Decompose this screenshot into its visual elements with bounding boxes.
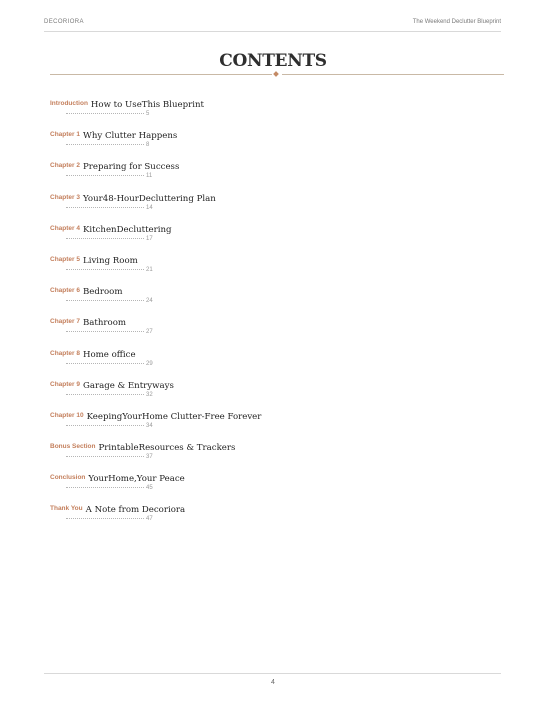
toc-entry[interactable] (50, 188, 510, 219)
toc-entry-title: Home office (82, 349, 136, 360)
toc-entry-tag: Chapter 4 (50, 224, 80, 232)
toc-entry-title: KeepingYourHome Clutter-Free Forever (86, 411, 262, 422)
toc-entry-title: A Note from Decoriora (85, 505, 186, 516)
toc-entry-page: 24 (146, 298, 153, 305)
toc-entry[interactable] (50, 499, 510, 530)
leader-dots (66, 456, 144, 457)
leader-dots (66, 175, 144, 176)
toc-entry-title: Bedroom (82, 287, 123, 298)
toc-entry-tag: Thank You (50, 505, 83, 513)
leader-dots (66, 113, 144, 114)
footer-divider (44, 673, 501, 674)
leader-dots (66, 363, 144, 364)
toc-entry[interactable] (50, 281, 510, 312)
diamond-ornament-icon (273, 71, 279, 77)
leader-dots (66, 394, 144, 395)
toc-entry-tag: Chapter 9 (50, 380, 80, 388)
toc-entry-page: 14 (146, 204, 153, 211)
toc-entry-title: How to UseThis Blueprint (90, 100, 204, 110)
leader-dots (66, 518, 144, 519)
toc-entry-title: KitchenDecluttering (82, 224, 172, 235)
ornament-line-right (282, 74, 504, 75)
toc-entry[interactable] (50, 375, 510, 406)
toc-entry-tag: Chapter 7 (50, 318, 80, 326)
toc-entry[interactable] (50, 437, 510, 468)
header-divider (44, 31, 501, 32)
toc-entry[interactable] (50, 312, 510, 343)
toc-entry-title: Garage & Entryways (82, 380, 174, 391)
toc-entry-tag: Chapter 3 (50, 193, 80, 201)
ornament-line-left (50, 74, 272, 75)
toc-entry-title: Bathroom (82, 318, 127, 329)
brand-name: DECORIORA (44, 19, 84, 25)
toc-entry-title: Living Room (82, 255, 138, 266)
leader-dots (66, 207, 144, 208)
toc-entry[interactable] (50, 156, 510, 187)
toc-entry[interactable] (50, 94, 510, 125)
document-title: The Weekend Declutter Blueprint (412, 19, 501, 25)
toc-entry[interactable] (50, 468, 510, 499)
contents-heading: CONTENTS (219, 51, 327, 71)
page-header (44, 19, 501, 31)
toc-entry-page: 32 (146, 391, 153, 398)
toc-entry-page: 11 (146, 173, 153, 180)
toc-entry[interactable] (50, 344, 510, 375)
toc-entry[interactable] (50, 125, 510, 156)
toc-entry-tag: Bonus Section (50, 443, 96, 451)
toc-entry-page: 47 (146, 516, 153, 523)
toc-entry-page: 37 (146, 454, 153, 461)
toc-entry-tag: Introduction (50, 100, 88, 107)
leader-dots (66, 425, 144, 426)
leader-dots (66, 269, 144, 270)
toc-entry-tag: Chapter 2 (50, 162, 80, 170)
toc-entry-tag: Chapter 10 (50, 411, 84, 419)
toc-entry-page: 5 (146, 111, 150, 117)
toc-entry[interactable] (50, 219, 510, 250)
leader-dots (66, 300, 144, 301)
toc-entry-page: 34 (146, 422, 153, 429)
toc-entry-tag: Chapter 8 (50, 349, 80, 357)
toc-entry-title: PrintableResources & Trackers (98, 443, 236, 454)
toc-entry-title: Preparing for Success (82, 162, 180, 173)
toc-entry-page: 27 (146, 329, 153, 336)
toc-entry-tag: Conclusion (50, 474, 86, 482)
toc-entry-page: 17 (146, 235, 153, 242)
toc-entry-title: Your48-HourDecluttering Plan (82, 193, 216, 204)
table-of-contents (50, 94, 510, 531)
leader-dots (66, 487, 144, 488)
toc-entry-tag: Chapter 6 (50, 287, 80, 295)
leader-dots (66, 144, 144, 145)
toc-entry-title: YourHome,Your Peace (88, 474, 185, 485)
toc-entry-title: Why Clutter Happens (82, 131, 178, 142)
toc-entry-tag: Chapter 1 (50, 131, 80, 139)
page-number: 4 (271, 679, 275, 686)
toc-entry[interactable] (50, 406, 510, 437)
toc-entry-page: 21 (146, 266, 153, 273)
toc-entry[interactable] (50, 250, 510, 281)
leader-dots (66, 238, 144, 239)
toc-entry-tag: Chapter 5 (50, 255, 80, 263)
toc-entry-page: 8 (146, 142, 150, 149)
toc-entry-page: 29 (146, 360, 153, 367)
toc-entry-page: 45 (146, 485, 153, 492)
leader-dots (66, 331, 144, 332)
